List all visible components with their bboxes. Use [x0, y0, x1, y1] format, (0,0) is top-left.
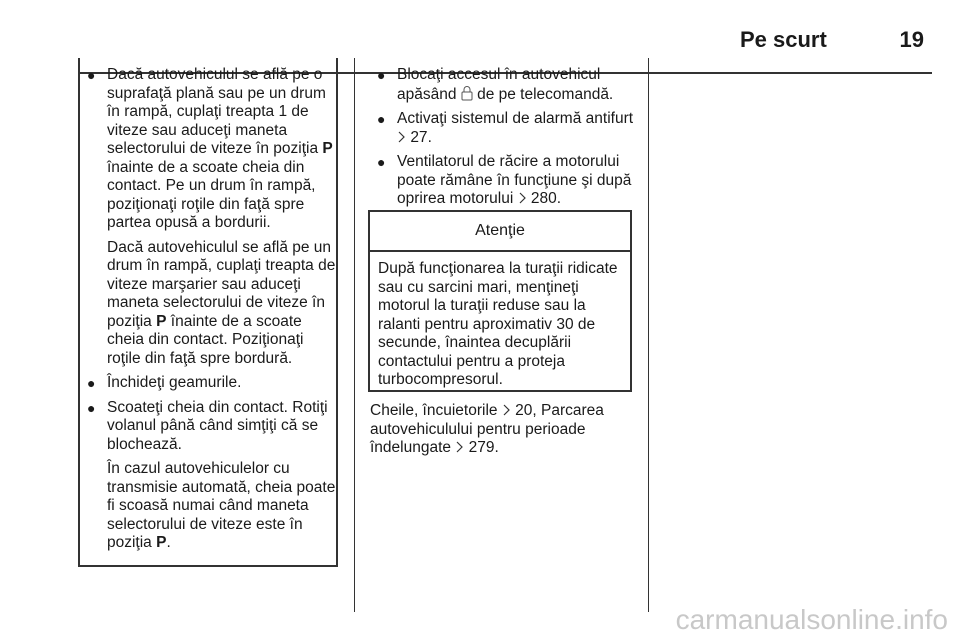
page-ref-arrow-icon	[518, 191, 527, 205]
page-ref-arrow-icon	[455, 440, 464, 454]
column-divider	[648, 58, 649, 612]
paragraph: Dacă autovehiculul se află pe o suprafaţă plană sau pe un drum în rampă, cuplaţi treapta 1 de viteze sau aduceţi maneta selectorului de viteze în poziţia P înainte de a scoate cheia din contact. Pe un drum în rampă, poziţionaţi roţile din faţă spre partea opusă a bordurii.	[107, 66, 333, 231]
warning-box	[368, 210, 632, 392]
paragraph: Închideţi geamurile.	[107, 374, 242, 391]
page-ref-arrow-icon	[502, 403, 511, 417]
warning-body: După funcţionarea la turaţii ridicate sau cu sarcini mari, menţineţi motorul la turaţii reduse sau la ralanti pentru aproximativ 30 de secunde, înaintea decuplării contactului pentru a proteja turbocompresorul.	[378, 260, 618, 388]
bullet-icon: ●	[377, 154, 386, 170]
paragraph: Scoateţi cheia din contact. Rotiţi volanul până când simţiţi că se blochează.	[107, 398, 328, 453]
paragraph: În cazul autovehiculelor cu transmisie automată, cheia poate fi scoasă numai când maneta selectorului de viteze este în poziţia P.	[107, 460, 336, 551]
list-item	[368, 153, 634, 209]
page-ref-arrow-icon	[397, 130, 406, 144]
column-divider	[354, 58, 355, 612]
lock-icon	[461, 85, 473, 101]
bullet-icon: ●	[377, 111, 386, 127]
left-bullet-list	[78, 66, 338, 559]
page-number: 19	[899, 27, 924, 52]
list-item	[78, 399, 338, 553]
bullet-icon: ●	[87, 399, 96, 416]
cross-reference-text: Cheile, încuietorile 20, Parcarea autovehiculului pentru perioade îndelungate 279.	[370, 402, 604, 456]
list-item	[368, 110, 634, 147]
paragraph: Dacă autovehiculul se află pe un drum în rampă, cuplaţi treapta de viteze marşarier sau aduceţi maneta selectorului de viteze în poziţia P înainte de a scoate cheia din contact. Poziţionaţi roţile din faţă spre bordură.	[107, 238, 336, 367]
bullet-icon: ●	[87, 67, 96, 83]
paragraph: Blocaţi accesul în autovehicul apăsând de pe telecomandă.	[397, 66, 614, 103]
bullet-icon: ●	[377, 67, 386, 83]
list-item	[368, 66, 634, 104]
paragraph: Activaţi sistemul de alarmă antifurt 27.	[397, 110, 634, 146]
list-item	[78, 374, 338, 393]
right-bullet-list	[368, 66, 634, 215]
bullet-icon: ●	[87, 375, 96, 391]
warning-title: Atenţie	[370, 212, 630, 252]
list-item	[78, 66, 338, 368]
watermark: carmanualsonline.info	[675, 604, 948, 635]
page-header	[0, 26, 960, 56]
section-title: Pe scurt	[740, 27, 827, 52]
paragraph: Ventilatorul de răcire a motorului poate rămâne în funcţiune şi după oprirea motorului 280.	[397, 153, 632, 207]
